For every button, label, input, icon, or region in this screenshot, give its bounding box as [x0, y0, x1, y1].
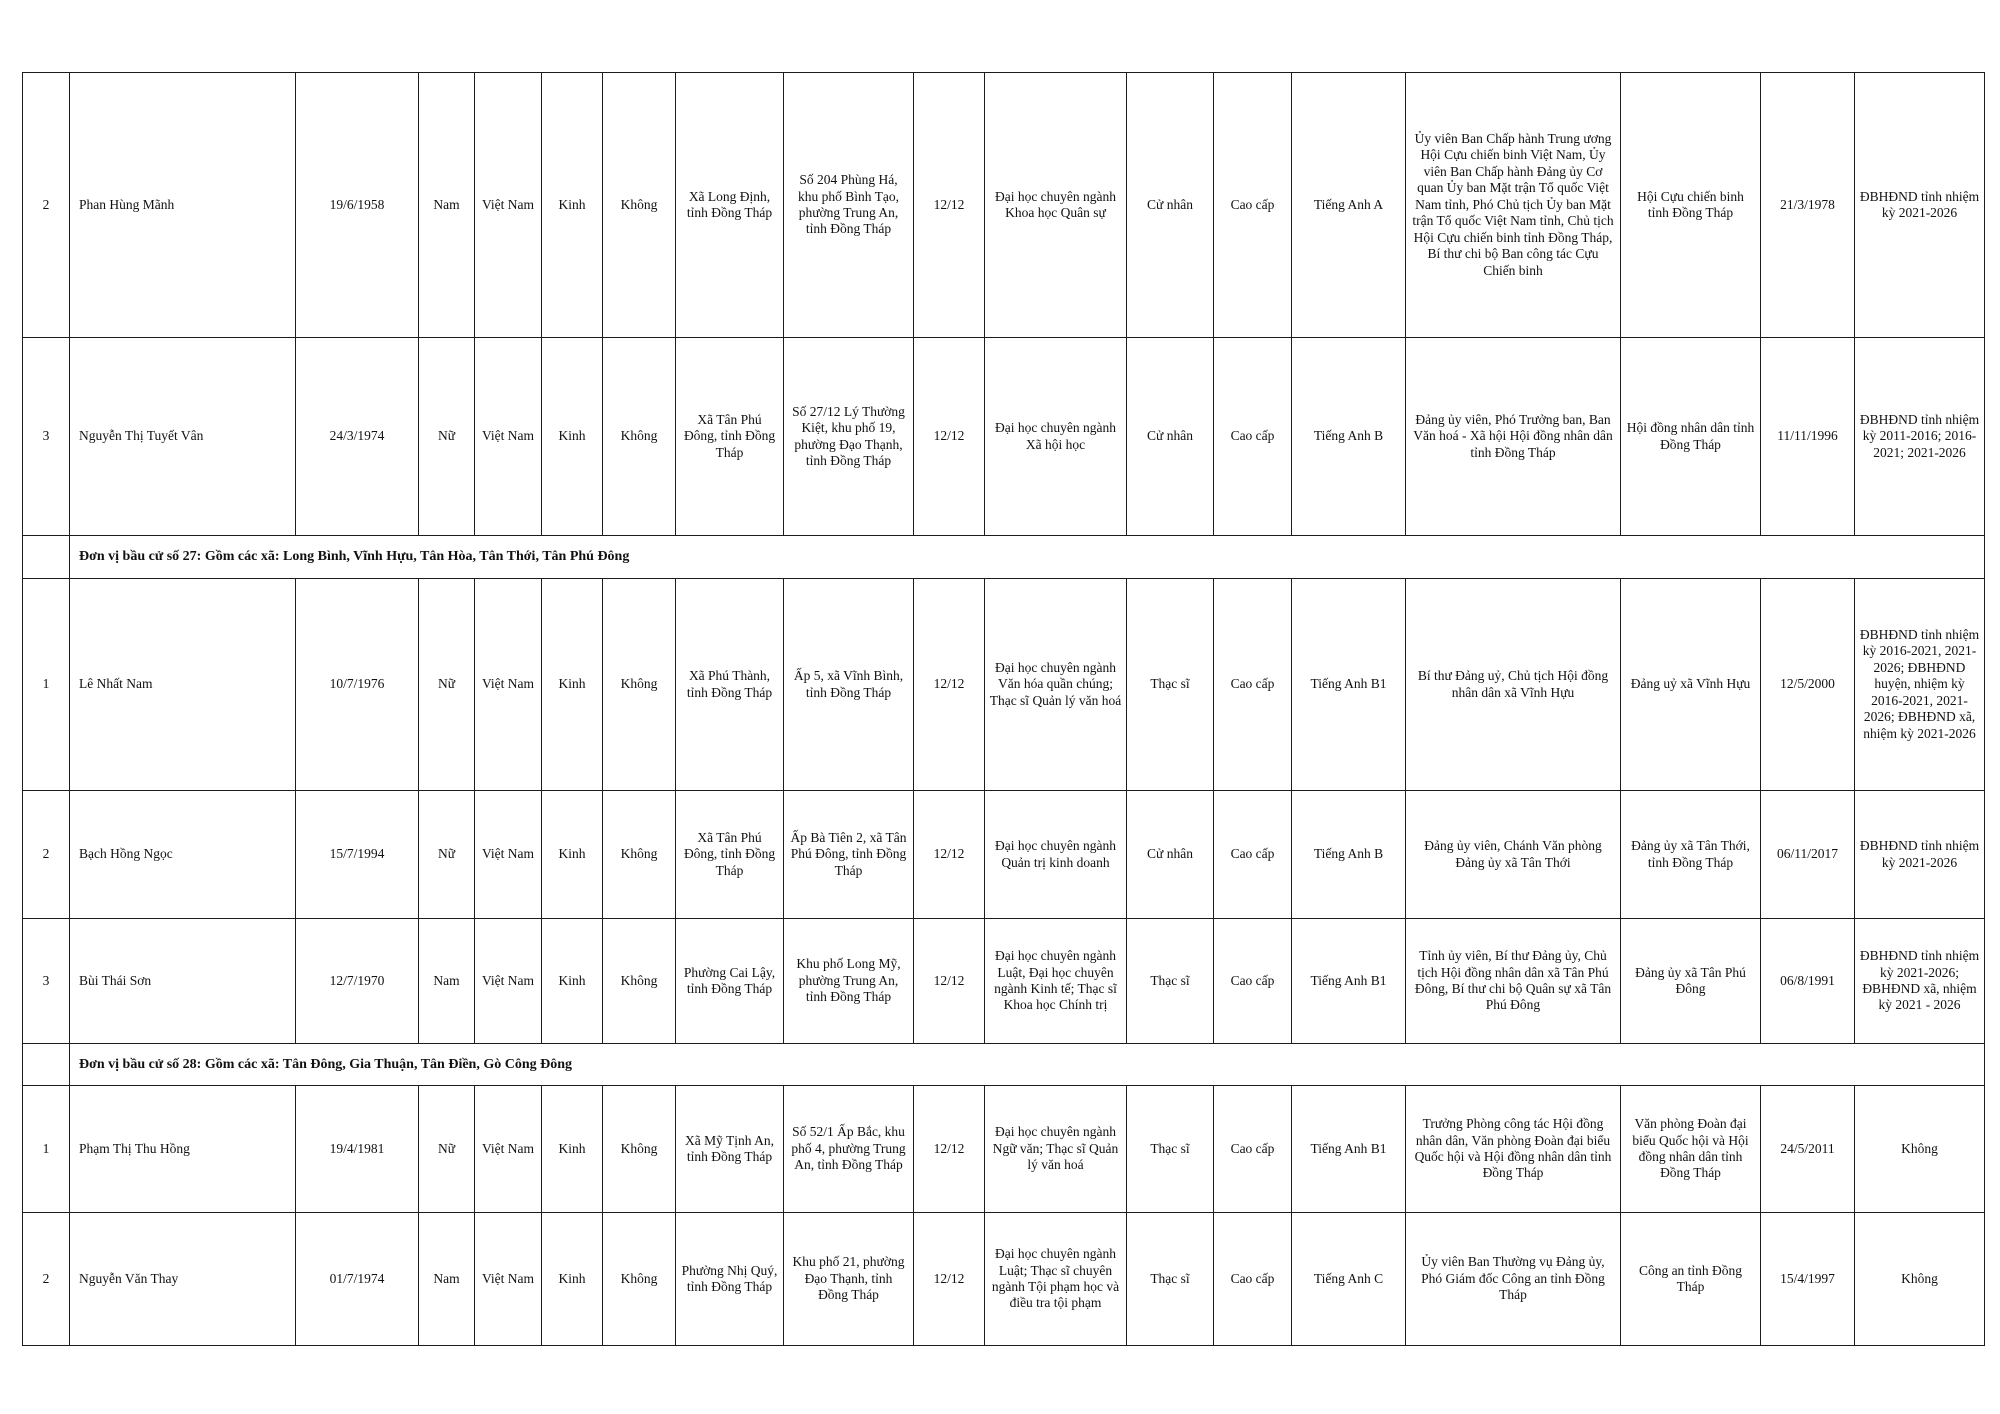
cell-dan-toc: Kinh	[542, 579, 603, 791]
cell-noi-o: Khu phố Long Mỹ, phường Trung An, tỉnh Đồng Tháp	[784, 919, 914, 1044]
cell-noi-o: Số 204 Phùng Há, khu phố Bình Tạo, phường Trung An, tỉnh Đồng Tháp	[784, 73, 914, 338]
cell-trinh-do-van-hoa: 12/12	[914, 579, 985, 791]
table-row	[23, 1086, 1985, 1213]
cell-noi-o: Số 27/12 Lý Thường Kiệt, khu phố 19, phường Đạo Thạnh, tỉnh Đồng Tháp	[784, 338, 914, 536]
cell-ton-giao: Không	[603, 1086, 676, 1213]
cell-noi-o: Ấp Bà Tiên 2, xã Tân Phú Đông, tỉnh Đồng Tháp	[784, 791, 914, 919]
cell-que-quan: Xã Tân Phú Đông, tỉnh Đồng Tháp	[676, 791, 784, 919]
cell-dai-bieu-hdnd: ĐBHĐND tỉnh nhiệm kỳ 2021-2026	[1855, 791, 1985, 919]
cell-quoc-tich: Việt Nam	[475, 791, 542, 919]
cell-gioi-tinh: Nam	[419, 919, 475, 1044]
cell-gioi-tinh: Nữ	[419, 338, 475, 536]
cell-trinh-do-van-hoa: 12/12	[914, 1213, 985, 1346]
cell-trinh-do-van-hoa: 12/12	[914, 919, 985, 1044]
cell-gioi-tinh: Nữ	[419, 791, 475, 919]
cell-chuc-vu: Tỉnh ủy viên, Bí thư Đảng ủy, Chủ tịch Hội đồng nhân dân xã Tân Phú Đông, Bí thư chi bộ Quân sự xã Tân Phú Đông	[1406, 919, 1621, 1044]
cell-stt	[23, 1044, 70, 1086]
cell-hoc-vi: Thạc sĩ	[1127, 919, 1214, 1044]
cell-ly-luan-chinh-tri: Cao cấp	[1214, 791, 1292, 919]
cell-chuyen-mon: Đại học chuyên ngành Luật, Đại học chuyên ngành Kinh tế; Thạc sĩ Khoa học Chính trị	[985, 919, 1127, 1044]
cell-ngay-sinh: 01/7/1974	[296, 1213, 419, 1346]
cell-dan-toc: Kinh	[542, 1086, 603, 1213]
cell-chuc-vu: Trưởng Phòng công tác Hội đồng nhân dân, Văn phòng Đoàn đại biểu Quốc hội và Hội đồng nhân dân tỉnh Đồng Tháp	[1406, 1086, 1621, 1213]
cell-dai-bieu-hdnd: ĐBHĐND tỉnh nhiệm kỳ 2021-2026; ĐBHĐND xã, nhiệm kỳ 2021 - 2026	[1855, 919, 1985, 1044]
cell-stt: 2	[23, 791, 70, 919]
cell-ho-ten: Nguyễn Thị Tuyết Vân	[70, 338, 296, 536]
cell-ngay-sinh: 24/3/1974	[296, 338, 419, 536]
cell-dan-toc: Kinh	[542, 919, 603, 1044]
cell-ngay-vao-dang: 06/11/2017	[1761, 791, 1855, 919]
cell-noi-o: Số 52/1 Ấp Bắc, khu phố 4, phường Trung An, tỉnh Đồng Tháp	[784, 1086, 914, 1213]
cell-ngoai-ngu: Tiếng Anh B	[1292, 791, 1406, 919]
cell-noi-cong-tac: Đảng uỷ xã Vĩnh Hựu	[1621, 579, 1761, 791]
cell-ly-luan-chinh-tri: Cao cấp	[1214, 579, 1292, 791]
cell-quoc-tich: Việt Nam	[475, 579, 542, 791]
table-row	[23, 919, 1985, 1044]
table-row	[23, 1213, 1985, 1346]
cell-ho-ten: Phan Hùng Mãnh	[70, 73, 296, 338]
cell-ngay-sinh: 10/7/1976	[296, 579, 419, 791]
cell-trinh-do-van-hoa: 12/12	[914, 338, 985, 536]
cell-ngoai-ngu: Tiếng Anh B1	[1292, 919, 1406, 1044]
cell-ngoai-ngu: Tiếng Anh B1	[1292, 579, 1406, 791]
cell-ngay-sinh: 12/7/1970	[296, 919, 419, 1044]
cell-stt: 1	[23, 1086, 70, 1213]
cell-ton-giao: Không	[603, 579, 676, 791]
table-row	[23, 73, 1985, 338]
cell-stt	[23, 536, 70, 579]
cell-ho-ten: Phạm Thị Thu Hồng	[70, 1086, 296, 1213]
cell-ton-giao: Không	[603, 1213, 676, 1346]
section-header-label: Đơn vị bầu cử số 27: Gồm các xã: Long Bình, Vĩnh Hựu, Tân Hòa, Tân Thới, Tân Phú Đông	[70, 536, 1985, 579]
cell-dan-toc: Kinh	[542, 338, 603, 536]
cell-ngoai-ngu: Tiếng Anh B1	[1292, 1086, 1406, 1213]
cell-noi-o: Ấp 5, xã Vĩnh Bình, tỉnh Đồng Tháp	[784, 579, 914, 791]
cell-chuyen-mon: Đại học chuyên ngành Khoa học Quân sự	[985, 73, 1127, 338]
cell-dan-toc: Kinh	[542, 791, 603, 919]
cell-chuc-vu: Đảng ủy viên, Chánh Văn phòng Đảng ủy xã Tân Thới	[1406, 791, 1621, 919]
cell-gioi-tinh: Nam	[419, 1213, 475, 1346]
cell-que-quan: Xã Mỹ Tịnh An, tỉnh Đồng Tháp	[676, 1086, 784, 1213]
section-header-row	[23, 536, 1985, 579]
cell-dai-bieu-hdnd: ĐBHĐND tỉnh nhiệm kỳ 2011-2016; 2016-2021; 2021-2026	[1855, 338, 1985, 536]
cell-ngay-sinh: 19/4/1981	[296, 1086, 419, 1213]
cell-ly-luan-chinh-tri: Cao cấp	[1214, 73, 1292, 338]
cell-ngoai-ngu: Tiếng Anh C	[1292, 1213, 1406, 1346]
cell-trinh-do-van-hoa: 12/12	[914, 1086, 985, 1213]
cell-trinh-do-van-hoa: 12/12	[914, 73, 985, 338]
cell-quoc-tich: Việt Nam	[475, 1213, 542, 1346]
cell-quoc-tich: Việt Nam	[475, 73, 542, 338]
cell-ho-ten: Nguyễn Văn Thay	[70, 1213, 296, 1346]
cell-chuyen-mon: Đại học chuyên ngành Quản trị kinh doanh	[985, 791, 1127, 919]
cell-chuc-vu: Bí thư Đảng uỷ, Chủ tịch Hội đồng nhân dân xã Vĩnh Hựu	[1406, 579, 1621, 791]
cell-ngay-vao-dang: 21/3/1978	[1761, 73, 1855, 338]
cell-ngoai-ngu: Tiếng Anh B	[1292, 338, 1406, 536]
cell-hoc-vi: Thạc sĩ	[1127, 1213, 1214, 1346]
cell-ngay-vao-dang: 06/8/1991	[1761, 919, 1855, 1044]
cell-ton-giao: Không	[603, 791, 676, 919]
cell-stt: 3	[23, 338, 70, 536]
cell-ngay-vao-dang: 12/5/2000	[1761, 579, 1855, 791]
cell-noi-cong-tac: Đảng ủy xã Tân Phú Đông	[1621, 919, 1761, 1044]
cell-gioi-tinh: Nữ	[419, 1086, 475, 1213]
cell-noi-cong-tac: Hội đồng nhân dân tỉnh Đồng Tháp	[1621, 338, 1761, 536]
table-row	[23, 579, 1985, 791]
cell-ho-ten: Bùi Thái Sơn	[70, 919, 296, 1044]
cell-ngay-sinh: 15/7/1994	[296, 791, 419, 919]
cell-trinh-do-van-hoa: 12/12	[914, 791, 985, 919]
cell-que-quan: Xã Long Định, tỉnh Đồng Tháp	[676, 73, 784, 338]
cell-chuyen-mon: Đại học chuyên ngành Luật; Thạc sĩ chuyên ngành Tội phạm học và điều tra tội phạm	[985, 1213, 1127, 1346]
cell-hoc-vi: Cử nhân	[1127, 73, 1214, 338]
cell-ngay-sinh: 19/6/1958	[296, 73, 419, 338]
cell-que-quan: Phường Cai Lậy, tỉnh Đồng Tháp	[676, 919, 784, 1044]
cell-ly-luan-chinh-tri: Cao cấp	[1214, 338, 1292, 536]
section-header-label: Đơn vị bầu cử số 28: Gồm các xã: Tân Đông, Gia Thuận, Tân Điền, Gò Công Đông	[70, 1044, 1985, 1086]
cell-ly-luan-chinh-tri: Cao cấp	[1214, 919, 1292, 1044]
cell-stt: 3	[23, 919, 70, 1044]
cell-gioi-tinh: Nữ	[419, 579, 475, 791]
cell-dai-bieu-hdnd: ĐBHĐND tỉnh nhiệm kỳ 2021-2026	[1855, 73, 1985, 338]
cell-dai-bieu-hdnd: Không	[1855, 1213, 1985, 1346]
cell-hoc-vi: Cử nhân	[1127, 338, 1214, 536]
cell-que-quan: Xã Tân Phú Đông, tỉnh Đồng Tháp	[676, 338, 784, 536]
table-row	[23, 791, 1985, 919]
cell-noi-cong-tac: Công an tỉnh Đồng Tháp	[1621, 1213, 1761, 1346]
cell-que-quan: Xã Phú Thành, tỉnh Đồng Tháp	[676, 579, 784, 791]
cell-quoc-tich: Việt Nam	[475, 338, 542, 536]
cell-dan-toc: Kinh	[542, 73, 603, 338]
candidates-table-body	[23, 73, 1985, 1346]
table-row	[23, 338, 1985, 536]
cell-noi-o: Khu phố 21, phường Đạo Thạnh, tỉnh Đồng Tháp	[784, 1213, 914, 1346]
cell-ly-luan-chinh-tri: Cao cấp	[1214, 1213, 1292, 1346]
cell-stt: 1	[23, 579, 70, 791]
cell-ton-giao: Không	[603, 919, 676, 1044]
cell-chuyen-mon: Đại học chuyên ngành Xã hội học	[985, 338, 1127, 536]
cell-gioi-tinh: Nam	[419, 73, 475, 338]
cell-quoc-tich: Việt Nam	[475, 1086, 542, 1213]
cell-ngoai-ngu: Tiếng Anh A	[1292, 73, 1406, 338]
cell-stt: 2	[23, 1213, 70, 1346]
cell-chuyen-mon: Đại học chuyên ngành Văn hóa quần chúng; Thạc sĩ Quản lý văn hoá	[985, 579, 1127, 791]
cell-dai-bieu-hdnd: Không	[1855, 1086, 1985, 1213]
cell-noi-cong-tac: Hội Cựu chiến binh tỉnh Đồng Tháp	[1621, 73, 1761, 338]
cell-dan-toc: Kinh	[542, 1213, 603, 1346]
cell-hoc-vi: Cử nhân	[1127, 791, 1214, 919]
cell-ngay-vao-dang: 24/5/2011	[1761, 1086, 1855, 1213]
cell-ho-ten: Bạch Hồng Ngọc	[70, 791, 296, 919]
cell-ngay-vao-dang: 11/11/1996	[1761, 338, 1855, 536]
cell-ton-giao: Không	[603, 338, 676, 536]
cell-stt: 2	[23, 73, 70, 338]
cell-chuyen-mon: Đại học chuyên ngành Ngữ văn; Thạc sĩ Quản lý văn hoá	[985, 1086, 1127, 1213]
cell-quoc-tich: Việt Nam	[475, 919, 542, 1044]
section-header-row	[23, 1044, 1985, 1086]
cell-chuc-vu: Ủy viên Ban Chấp hành Trung ương Hội Cựu chiến binh Việt Nam, Ủy viên Ban Chấp hành Đảng ủy Cơ quan Ủy ban Mặt trận Tổ quốc Việt Nam tỉnh, Phó Chủ tịch Ủy ban Mặt trận Tổ quốc Việt Nam tỉnh, Chủ tịch Hội Cựu chiến binh tỉnh Đồng Tháp, Bí thư chi bộ Ban công tác Cựu Chiến binh	[1406, 73, 1621, 338]
cell-noi-cong-tac: Văn phòng Đoàn đại biểu Quốc hội và Hội đồng nhân dân tỉnh Đồng Tháp	[1621, 1086, 1761, 1213]
cell-hoc-vi: Thạc sĩ	[1127, 1086, 1214, 1213]
cell-noi-cong-tac: Đảng ủy xã Tân Thới, tỉnh Đồng Tháp	[1621, 791, 1761, 919]
cell-hoc-vi: Thạc sĩ	[1127, 579, 1214, 791]
cell-que-quan: Phường Nhị Quý, tỉnh Đồng Tháp	[676, 1213, 784, 1346]
candidates-table	[22, 72, 1985, 1346]
cell-ly-luan-chinh-tri: Cao cấp	[1214, 1086, 1292, 1213]
cell-chuc-vu: Đảng ủy viên, Phó Trưởng ban, Ban Văn hoá - Xã hội Hội đồng nhân dân tỉnh Đồng Tháp	[1406, 338, 1621, 536]
cell-dai-bieu-hdnd: ĐBHĐND tỉnh nhiệm kỳ 2016-2021, 2021-2026; ĐBHĐND huyện, nhiệm kỳ 2016-2021, 2021-2026; ĐBHĐND xã, nhiệm kỳ 2021-2026	[1855, 579, 1985, 791]
cell-ton-giao: Không	[603, 73, 676, 338]
cell-ngay-vao-dang: 15/4/1997	[1761, 1213, 1855, 1346]
cell-chuc-vu: Ủy viên Ban Thường vụ Đảng ủy, Phó Giám đốc Công an tỉnh Đồng Tháp	[1406, 1213, 1621, 1346]
cell-ho-ten: Lê Nhất Nam	[70, 579, 296, 791]
